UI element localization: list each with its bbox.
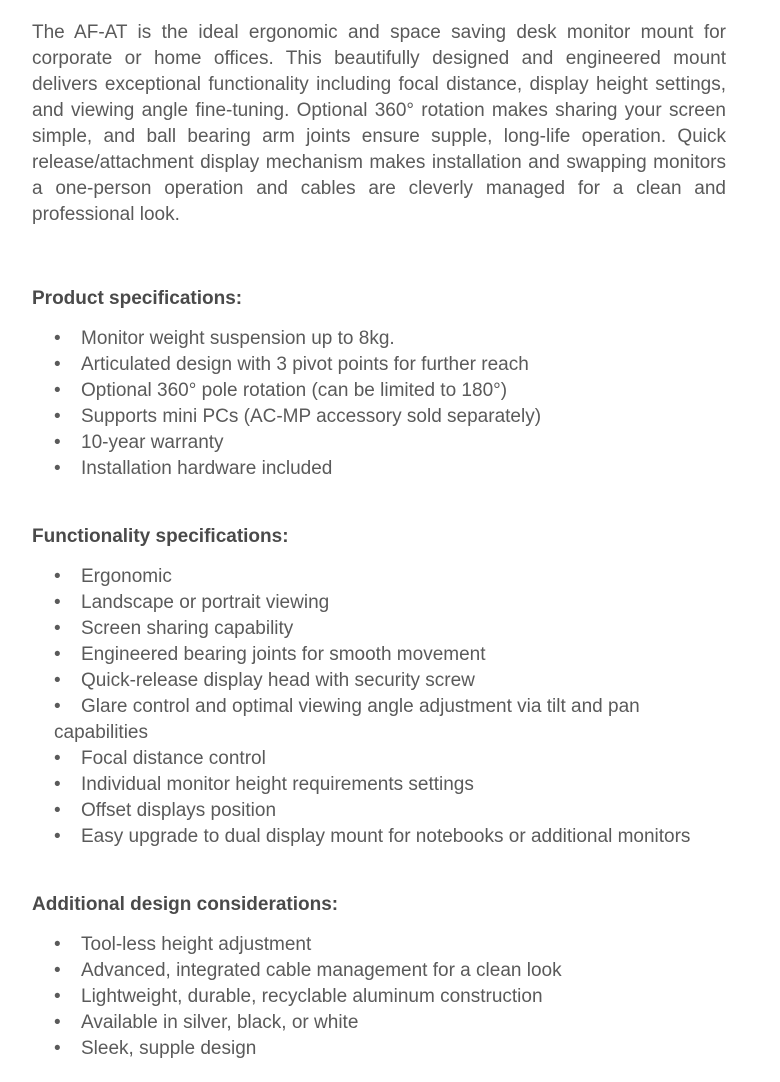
list-item: • Monitor weight suspension up to 8kg. [54,326,726,352]
list-item: • Supports mini PCs (AC-MP accessory sold separately) [54,404,726,430]
list-item: • Articulated design with 3 pivot points for further reach [54,352,726,378]
list-item: • Tool-less height adjustment [54,932,726,958]
list-item: • Individual monitor height requirements settings [54,772,726,798]
list-item: • Available in silver, black, or white [54,1010,726,1036]
product-specifications-list [32,326,726,482]
list-item: • Quick-release display head with security screw [54,668,726,694]
intro-paragraph: The AF-AT is the ideal ergonomic and space saving desk monitor mount for corporate or home offices. This beautifully designed and engineered mount delivers exceptional functionality including focal distance, display height settings, and viewing angle fine-tuning. Optional 360° rotation makes sharing your screen simple, and ball bearing arm joints ensure supple, long-life operation. Quick release/attachment display mechanism makes installation and swapping monitors a one-person operation and cables are cleverly managed for a clean and professional look. [32,22,726,225]
list-item: • Glare control and optimal viewing angle adjustment via tilt and pan capabilities [54,694,726,746]
list-item: • Advanced, integrated cable management for a clean look [54,958,726,984]
list-item: • Offset displays position [54,798,726,824]
list-item: • Sleek, supple design [54,1036,726,1062]
functionality-specifications-heading: Functionality specifications: [32,526,289,547]
list-item: • Landscape or portrait viewing [54,590,726,616]
list-item: • Installation hardware included [54,456,726,482]
list-item: • Focal distance control [54,746,726,772]
additional-design-considerations-heading: Additional design considerations: [32,894,339,915]
list-item: • Ergonomic [54,564,726,590]
list-item: • Screen sharing capability [54,616,726,642]
list-item: • Lightweight, durable, recyclable aluminum construction [54,984,726,1010]
list-item: • Engineered bearing joints for smooth movement [54,642,726,668]
functionality-specifications-list [32,564,726,850]
list-item: • Easy upgrade to dual display mount for notebooks or additional monitors [54,824,726,850]
list-item: • 10-year warranty [54,430,726,456]
additional-design-considerations-list [32,932,726,1062]
list-item: • Optional 360° pole rotation (can be limited to 180°) [54,378,726,404]
product-specifications-heading: Product specifications: [32,288,243,309]
